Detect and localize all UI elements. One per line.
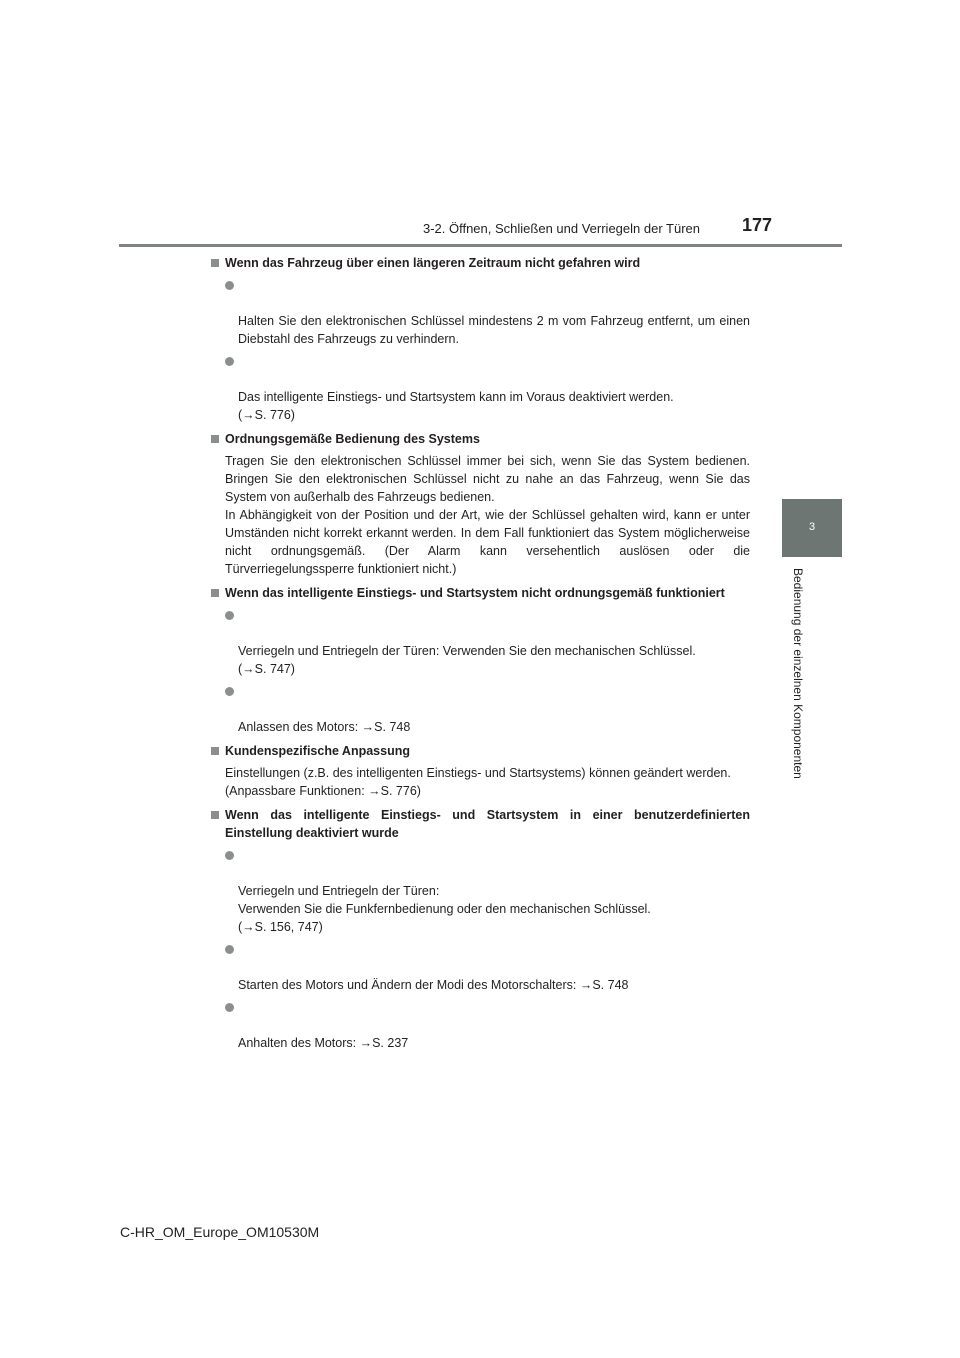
section-heading-text: Wenn das intelligente Einstiegs- und Startsystem nicht ordnungsgemäß funktioniert [225, 586, 725, 600]
list-item [210, 276, 750, 348]
circle-bullet-icon [225, 1003, 234, 1012]
section-malfunction [210, 584, 750, 736]
list-item [210, 940, 750, 994]
square-bullet-icon [211, 747, 219, 755]
list-item-text: Starten des Motors und Ändern der Modi des Motorschalters: →S. 748 [238, 978, 629, 992]
section-heading-text: Kundenspezifische Anpassung [225, 744, 410, 758]
section-body: Tragen Sie den elektronischen Schlüssel immer bei sich, wenn Sie das System bedienen. Bringen Sie den elektronischen Schlüssel nicht zu nahe an das Fahrzeug, wenn Sie das System von außerhalb des Fahrzeugs bedienen. In Abhängigkeit von der Position und der Art, wie der Schlüssel gehalten wird, kann er unter Umständen nicht korrekt erkannt werden. In dem Fall funktioniert das System möglicherweise nicht ordnungsgemäß. (Der Alarm kann versehentlich auslösen oder die Türverriegelungssperre funktioniert nicht.) [225, 454, 750, 576]
section-deactivated [210, 806, 750, 1052]
section-heading [210, 584, 750, 602]
section-heading-text: Ordnungsgemäße Bedienung des Systems [225, 432, 480, 446]
circle-bullet-icon [225, 611, 234, 620]
list-item [210, 352, 750, 424]
square-bullet-icon [211, 435, 219, 443]
section-proper-operation [210, 430, 750, 578]
circle-bullet-icon [225, 687, 234, 696]
list-item [210, 606, 750, 678]
section-heading-text: Wenn das intelligente Einstiegs- und Startsystem in einer benutzerdefinierten Einstellung deaktiviert wurde [225, 808, 750, 840]
list-item-text: Anlassen des Motors: →S. 748 [238, 720, 411, 734]
circle-bullet-icon [225, 357, 234, 366]
page-number: 177 [741, 215, 772, 235]
square-bullet-icon [211, 259, 219, 267]
chapter-tab-number: 3 [808, 521, 816, 533]
list-item-text: Halten Sie den elektronischen Schlüssel mindestens 2 m vom Fahrzeug entfernt, um einen Diebstahl des Fahrzeugs zu verhindern. [238, 314, 750, 346]
list-item-text: Anhalten des Motors: →S. 237 [238, 1036, 409, 1050]
square-bullet-icon [211, 589, 219, 597]
list-item-text: Verriegeln und Entriegeln der Türen: Verwenden Sie den mechanischen Schlüssel. (→S. 747) [238, 644, 696, 676]
chapter-tab [782, 499, 842, 557]
list-item [210, 846, 750, 936]
chapter-tab-label: Bedienung der einzelnen Komponenten [791, 568, 805, 779]
circle-bullet-icon [225, 281, 234, 290]
section-customization [210, 742, 750, 800]
section-heading [210, 254, 750, 272]
chapter-title: 3-2. Öffnen, Schließen und Verriegeln der Türen [422, 221, 700, 236]
section-heading [210, 742, 750, 760]
list-item-text: Das intelligente Einstiegs- und Startsystem kann im Voraus deaktiviert werden. (→S. 776) [238, 390, 674, 422]
page-content [210, 254, 750, 1058]
list-item [210, 682, 750, 736]
header-rule [119, 244, 842, 247]
square-bullet-icon [211, 811, 219, 819]
section-heading [210, 430, 750, 448]
section-unused-vehicle [210, 254, 750, 424]
circle-bullet-icon [225, 851, 234, 860]
section-heading [210, 806, 750, 842]
circle-bullet-icon [225, 945, 234, 954]
section-body: Einstellungen (z.B. des intelligenten Einstiegs- und Startsystems) können geändert werden. (Anpassbare Funktionen: →S. 776) [225, 766, 731, 798]
section-heading-text: Wenn das Fahrzeug über einen längeren Zeitraum nicht gefahren wird [225, 256, 641, 270]
document-id: C-HR_OM_Europe_OM10530M [120, 1224, 320, 1240]
list-item-text: Verriegeln und Entriegeln der Türen: Verwenden Sie die Funkfernbedienung oder den mechanischen Schlüssel. (→S. 156, 747) [238, 884, 651, 934]
list-item [210, 998, 750, 1052]
